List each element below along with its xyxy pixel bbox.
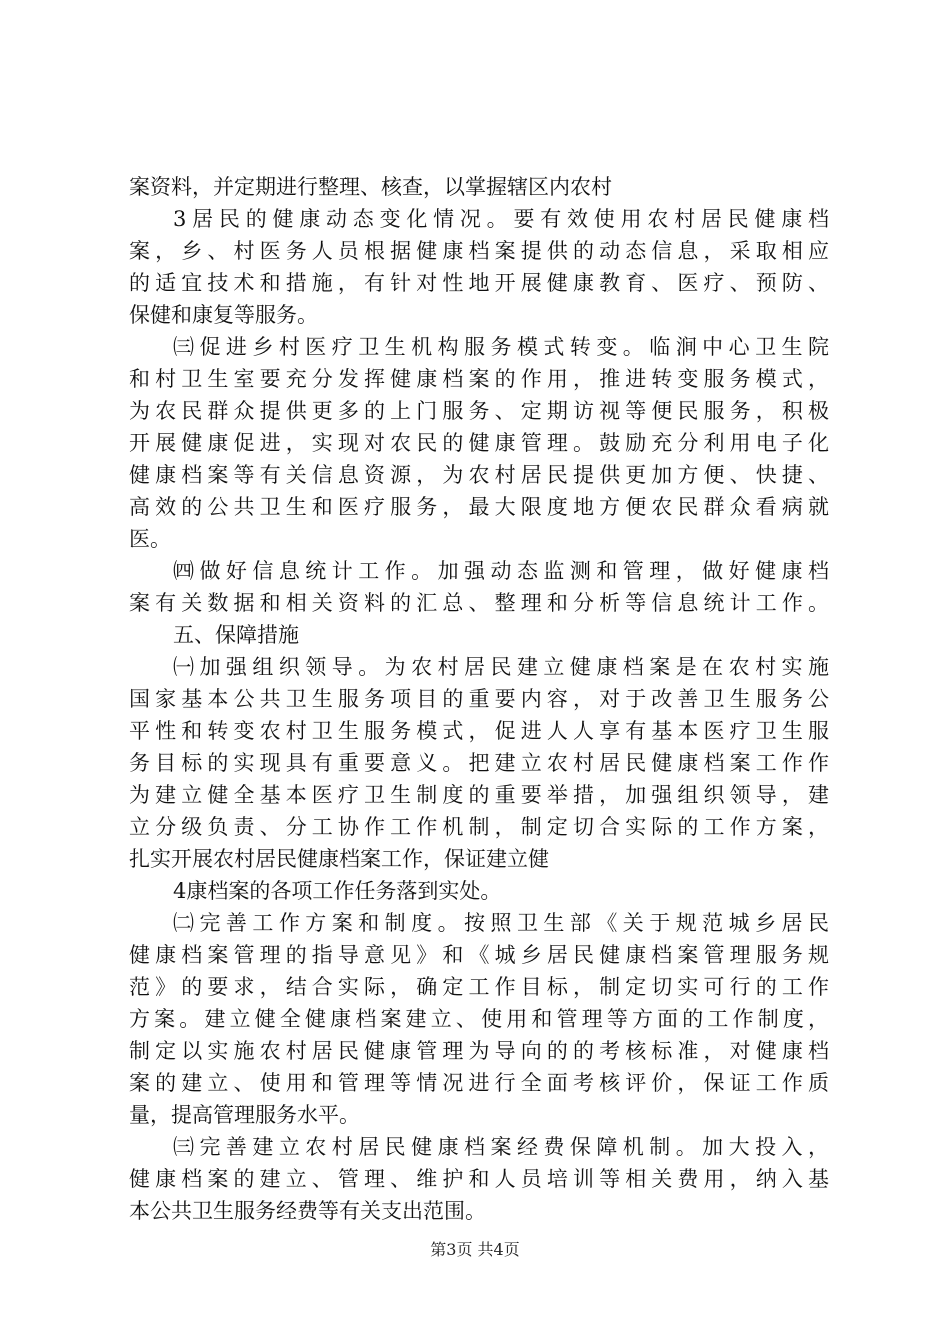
text-line: 医。 [129, 527, 171, 551]
text-line: 平性和转变农村卫生服务模式，促进人人享有基本医疗卫生服 [129, 719, 829, 743]
text-line: 扎实开展农村居民健康档案工作，保证建立健 [129, 847, 549, 871]
text-line: 4康档案的各项工作任务落到实处。 [173, 879, 502, 903]
text-line: 案，乡、村医务人员根据健康档案提供的动态信息，采取相应 [129, 239, 829, 263]
text-line: 为农民群众提供更多的上门服务、定期访视等便民服务，积极 [129, 399, 829, 423]
text-line: 和村卫生室要充分发挥健康档案的作用，推进转变服务模式， [129, 367, 829, 391]
text-line: 量，提高管理服务水平。 [129, 1103, 360, 1127]
text-line: 本公共卫生服务经费等有关支出范围。 [129, 1199, 486, 1223]
page-footer [0, 1240, 950, 1260]
text-line: 高效的公共卫生和医疗服务，最大限度地方便农民群众看病就 [129, 495, 829, 519]
text-line: 为建立健全基本医疗卫生制度的重要举措，加强组织领导，建 [129, 783, 829, 807]
text-line: 国家基本公共卫生服务项目的重要内容，对于改善卫生服务公 [129, 687, 829, 711]
text-line: 保健和康复等服务。 [129, 303, 318, 327]
page-number: 第3页 共4页 [430, 1240, 520, 1259]
text-line: ㈣做好信息统计工作。加强动态监测和管理，做好健康档 [173, 559, 829, 583]
text-line: ㈢完善建立农村居民健康档案经费保障机制。加大投入， [173, 1135, 829, 1159]
text-line: 方案。建立健全健康档案建立、使用和管理等方面的工作制度， [129, 1007, 829, 1031]
text-line: 3居民的健康动态变化情况。要有效使用农村居民健康档 [173, 207, 829, 231]
text-line: 案有关数据和相关资料的汇总、整理和分析等信息统计工作。 [129, 591, 829, 615]
text-line: 务目标的实现具有重要意义。把建立农村居民健康档案工作作 [129, 751, 829, 775]
text-line: 健康档案管理的指导意见》和《城乡居民健康档案管理服务规 [129, 943, 829, 967]
text-line: 制定以实施农村居民健康管理为导向的的考核标准，对健康档 [129, 1039, 829, 1063]
text-line: 案资料，并定期进行整理、核查，以掌握辖区内农村 [129, 175, 612, 199]
text-line: ㈠加强组织领导。为农村居民建立健康档案是在农村实施 [173, 655, 829, 679]
section-heading: 五、保障措施 [173, 623, 299, 647]
text-line: 立分级负责、分工协作工作机制，制定切合实际的工作方案， [129, 815, 829, 839]
text-line: 健康档案的建立、管理、维护和人员培训等相关费用，纳入基 [129, 1167, 829, 1191]
text-line: 范》的要求，结合实际，确定工作目标，制定切实可行的工作 [129, 975, 829, 999]
text-line: 案的建立、使用和管理等情况进行全面考核评价，保证工作质 [129, 1071, 829, 1095]
text-line: 开展健康促进，实现对农民的健康管理。鼓励充分利用电子化 [129, 431, 829, 455]
text-line: ㈡完善工作方案和制度。按照卫生部《关于规范城乡居民 [173, 911, 829, 935]
text-line: ㈢促进乡村医疗卫生机构服务模式转变。临涧中心卫生院 [173, 335, 829, 359]
text-line: 健康档案等有关信息资源，为农村居民提供更加方便、快捷、 [129, 463, 829, 487]
text-line: 的适宜技术和措施，有针对性地开展健康教育、医疗、预防、 [129, 271, 829, 295]
document-body [129, 171, 829, 1227]
